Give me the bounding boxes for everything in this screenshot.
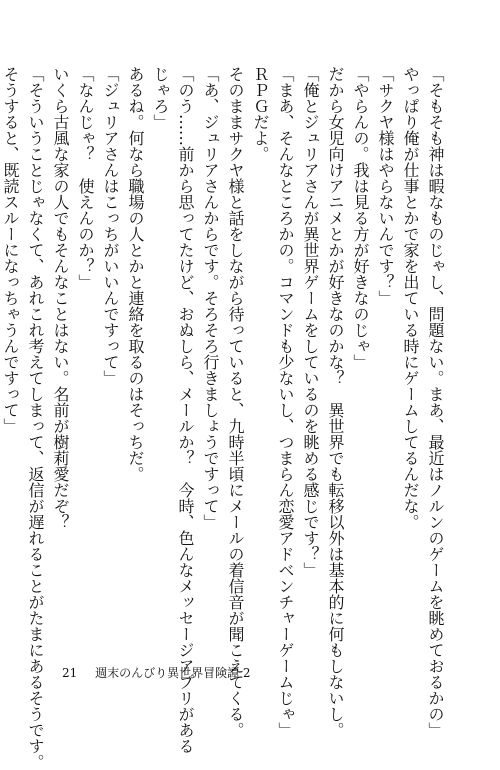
book-title: 週末のんびり異世界冒険譚 2 xyxy=(95,666,251,680)
text-line: 「そういうことじゃなくて、あれこれ考えてしまって、返信が遅れることがたまにあるそうです。 xyxy=(26,66,45,770)
text-line: 「なんじゃ？ 使えんのか？」 xyxy=(76,66,95,290)
page-footer xyxy=(62,664,251,681)
text-line: 「サクヤ様はやらないんです？」 xyxy=(376,66,395,306)
text-line: そのままサクヤ様と話をしながら待っていると、九時半頃にメールの着信音が聞こえてくる。 xyxy=(226,66,245,738)
text-line: やっぱり俺が仕事とかで家を出ている時にゲームしてるんだな。 xyxy=(401,66,420,530)
text-line: 「俺とジュリアさんが異世界ゲームをしているのを眺める感じです？」 xyxy=(301,66,320,578)
text-line: じゃろ」 xyxy=(151,66,170,130)
text-line: ＲＰＧだよ。 xyxy=(251,66,270,162)
text-line: 「のう……前から思ってたけど、おぬしら、メールか？ 今時、色んなメッセージアプリがある xyxy=(176,66,195,754)
text-line: 「まあ、そんなところかの。コマンドも少ないし、つまらん恋愛アドベンチャーゲームじゃ」 xyxy=(276,66,295,738)
text-line: いくら古風な家の人でもそんなことはない。名前が樹莉愛だぞ？ xyxy=(51,66,70,530)
page-number: 21 xyxy=(62,666,78,680)
text-line: 「ジュリアさんはこっちがいいんですって」 xyxy=(101,66,120,386)
text-line: 「そもそも神は暇なものじゃし、問題ない。まあ、最近はノルンのゲームを眺めておるかの」 xyxy=(426,66,445,738)
text-line: あるね。何なら職場の人とかと連絡を取るのはそっちだ。 xyxy=(126,66,145,482)
text-line: 「やらんの。我は見る方が好きなのじゃ」 xyxy=(351,66,370,370)
text-line: 「あ、ジュリアさんからです。そろそろ行きましょうですって」 xyxy=(201,66,220,530)
text-line: そうすると、既読スルーになっちゃうんですって」 xyxy=(1,66,20,434)
text-line: だから女児向けアニメとかが好きなのかな？ 異世界でも転移以外は基本的に何もしないし。 xyxy=(326,66,345,738)
